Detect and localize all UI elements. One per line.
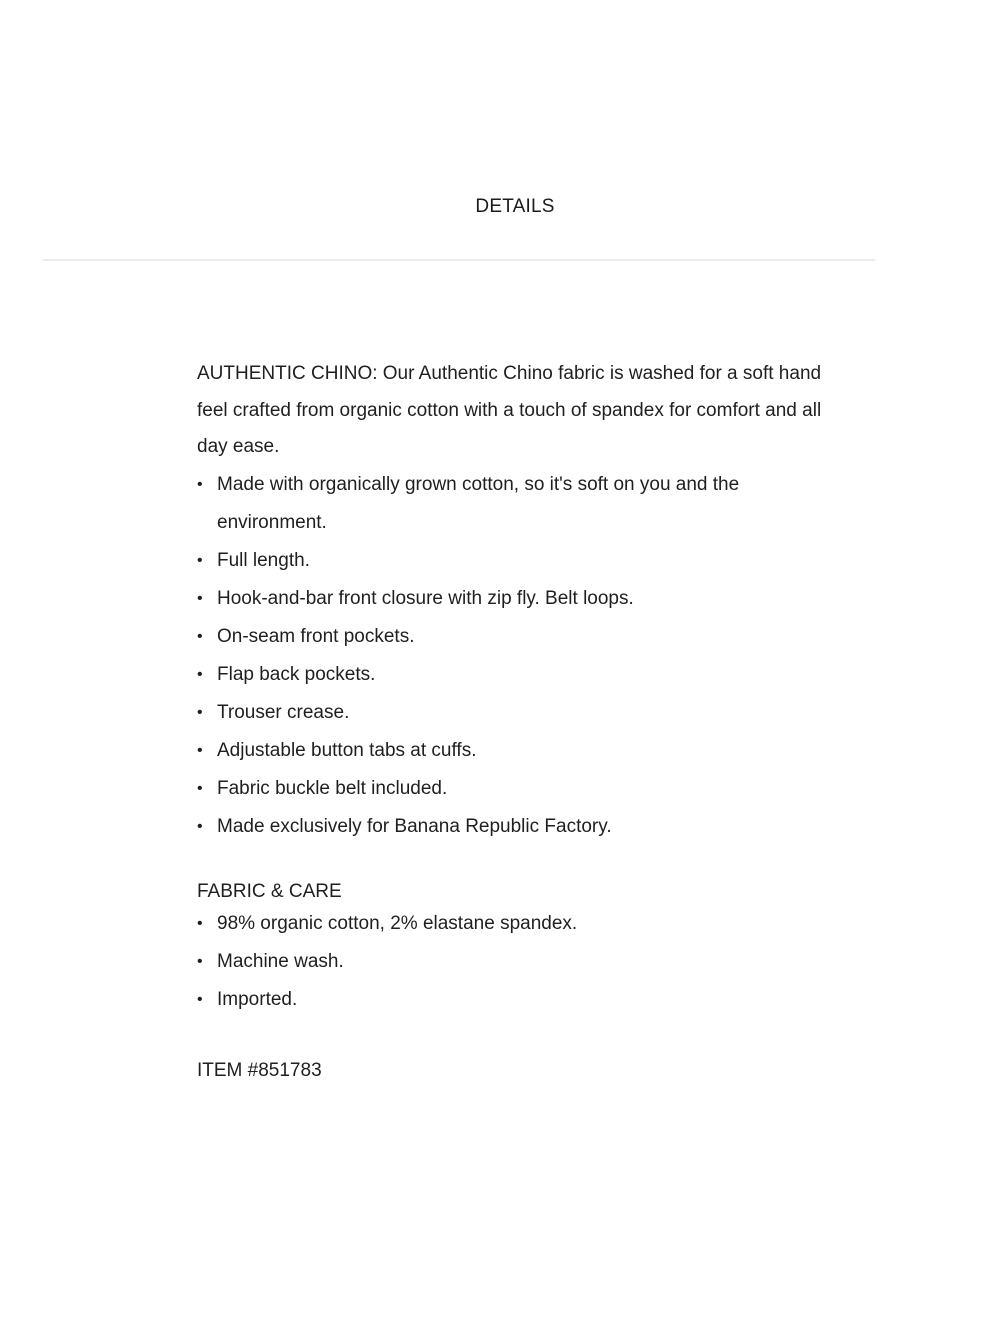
product-description: AUTHENTIC CHINO: Our Authentic Chino fabric is washed for a soft hand feel crafted from organic cotton with a touch of spandex for comfort and all day ease. xyxy=(197,363,822,457)
care-text: Imported. xyxy=(217,988,298,1010)
feature-item xyxy=(197,770,847,808)
feature-text: Trouser crease. xyxy=(217,701,350,723)
feature-text: Hook-and-bar front closure with zip fly. Belt loops. xyxy=(217,587,634,609)
feature-item xyxy=(197,732,847,770)
feature-text: Full length. xyxy=(217,549,310,571)
feature-text: Flap back pockets. xyxy=(217,663,376,685)
bullet-icon: • xyxy=(197,589,203,607)
header-divider xyxy=(43,259,875,261)
feature-item xyxy=(197,542,847,580)
feature-text: On-seam front pockets. xyxy=(217,625,415,647)
bullet-icon: • xyxy=(197,952,203,970)
bullet-icon: • xyxy=(197,990,203,1008)
fabric-care-list xyxy=(197,905,847,1019)
care-item xyxy=(197,943,847,981)
bullet-icon: • xyxy=(197,741,203,759)
bullet-icon: • xyxy=(197,665,203,683)
feature-item xyxy=(197,656,847,694)
feature-list xyxy=(197,466,847,846)
feature-item xyxy=(197,808,847,846)
care-text: 98% organic cotton, 2% elastane spandex. xyxy=(217,912,578,934)
feature-item xyxy=(197,694,847,732)
feature-text: Made exclusively for Banana Republic Factory. xyxy=(217,815,612,837)
feature-text: Fabric buckle belt included. xyxy=(217,777,448,799)
bullet-icon: • xyxy=(197,914,203,932)
feature-text: Made with organically grown cotton, so it's soft on you and the environment. xyxy=(217,473,740,533)
bullet-icon: • xyxy=(197,817,203,835)
feature-item xyxy=(197,466,847,542)
care-text: Machine wash. xyxy=(217,950,344,972)
bullet-icon: • xyxy=(197,779,203,797)
bullet-icon: • xyxy=(197,551,203,569)
feature-item xyxy=(197,618,847,656)
fabric-care-heading: FABRIC & CARE xyxy=(197,880,342,902)
care-item xyxy=(197,905,847,943)
bullet-icon: • xyxy=(197,475,203,493)
care-item xyxy=(197,981,847,1019)
bullet-icon: • xyxy=(197,703,203,721)
details-heading: DETAILS xyxy=(475,196,555,217)
details-content xyxy=(197,356,847,1084)
feature-item xyxy=(197,580,847,618)
bullet-icon: • xyxy=(197,627,203,645)
item-number: ITEM #851783 xyxy=(197,1059,322,1081)
feature-text: Adjustable button tabs at cuffs. xyxy=(217,739,477,761)
